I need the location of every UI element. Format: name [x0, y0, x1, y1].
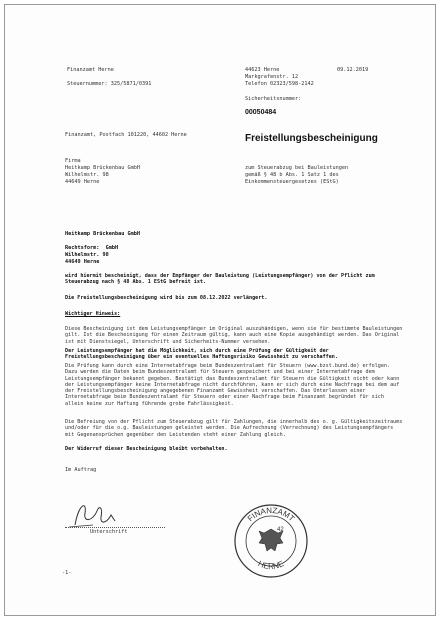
seal-number: 42 — [277, 527, 284, 533]
signature-line — [65, 527, 165, 528]
seal-bottom-text: HERNE — [256, 559, 286, 571]
legal-basis-line-3: Einkommensteuergesetzes (EStG) — [245, 179, 339, 185]
page-number: -1- — [62, 570, 72, 576]
sender-office: Finanzamt Herne — [67, 67, 114, 73]
security-number-label: Sicherheitsnummer: — [245, 96, 302, 102]
legal-basis-line-2: gemäß § 48 b Abs. 1 Satz 1 des — [245, 172, 339, 178]
letter-date: 09.12.2019 — [337, 67, 369, 73]
office-phone: Telefon 02323/598-2142 — [245, 81, 314, 87]
certificate-number: 00050484 — [245, 109, 277, 116]
notice-paragraph-2-bold: Der Leistungsempfänger hat die Möglichkeit, sich durch eine Prüfung der Gültigkeit der Freistellungsbescheinigung über ein eventuelles Haftungsrisiko Gewissheit zu verschaffen. — [65, 348, 338, 361]
on-behalf-label: Im Auftrag — [65, 467, 97, 473]
company-name: Heitkamp Brückenbau GmbH — [65, 231, 140, 237]
recipient-line-4: 44649 Herne — [65, 179, 100, 185]
extension-statement: Die Freistellungsbescheinigung wird bis zum 08.12.2022 verlängert. — [65, 295, 268, 301]
legal-form: Rechtsform: GmbH — [65, 245, 119, 251]
recipient-line-1: Firma — [65, 158, 81, 164]
recipient-line-3: Wilhelmstr. 98 — [65, 172, 109, 178]
company-city: 44649 Herne — [65, 259, 100, 265]
official-seal — [233, 503, 309, 583]
tax-number: Steuernummer: 325/5871/0391 — [67, 81, 152, 87]
notice-paragraph-2: Die Prüfung kann durch eine Internetabfrage beim Bundeszentralamt für Steuern (www.bzst.bund.de) erfolgen. Dazu werden die Daten beim Bundeszentralamt für Steuern gespeichert und bei einer Internetabfrage dem Leistungsempfänger bekannt gegeben. Bestätigt das Bundeszentralamt für Steuern die Gültigkeit nicht oder kann der Leistungsempfänger keine Internetabfrage nicht durchführen, kann er sich durch eine Nachfrage bei dem auf der Freistellungsbescheinigung angegebenen Finanzamt Gewissheit verschaffen. Das Unterlassen einer Internetabfrage beim Bundeszentralamt für Steuern oder einer Nachfrage beim Finanzamt begründet für sich allein keine zur Haftung führende grobe Fahrlässigkeit. — [65, 363, 400, 407]
notice-heading: Wichtiger Hinweis: — [65, 311, 121, 317]
recipient-line-2: Heitkamp Brückenbau GmbH — [65, 165, 140, 171]
notice-paragraph-1: Diese Bescheinigung ist dem Leistungsempfänger im Original auszuhändigen, wenn sie für bestimmte Bauleistungen gilt. Ist die Bescheinigung für einen Zeitraum gültig, kann auch eine Kopie ausgehändigt werden. Das Original ist mit Dienstsiegel, Unterschrift und Sicherheits-Nummer versehen. — [65, 326, 403, 345]
legal-basis-line-1: zum Steuerabzug bei Bauleistungen — [245, 165, 349, 171]
document-page — [4, 4, 436, 616]
document-title: Freistellungsbescheinigung — [245, 133, 378, 144]
signature-label: Unterschrift — [90, 529, 128, 535]
exemption-statement: wird hiermit bescheinigt, dass der Empfänger der Bauleistung (Leistungsempfänger) von der Pflicht zum Steuerabzug nach § 48 Abs. 1 EStG befreit ist. — [65, 273, 375, 286]
office-street: Markgrafenstr. 12 — [245, 74, 299, 80]
notice-paragraph-3: Die Befreiung von der Pflicht zum Steuerabzug gilt für Zahlungen, die innerhalb des o. g. Gültigkeitszeitraums und/oder für die o.g. Bauleistungen geleistet werden. Die Aufrechnung (Verrechnung) des Leistungsempfängers mit Gegenansprüchen gegenüber den Leistenden steht einer Zahlung gleich. — [65, 419, 403, 438]
office-zip-city: 44623 Herne — [245, 67, 280, 73]
seal-top-text: FINANZAMT — [245, 505, 297, 524]
return-address: Finanzamt, Postfach 101220, 44602 Herne — [65, 132, 187, 138]
company-street: Wilhelmstr. 98 — [65, 252, 109, 258]
revocation-note: Der Widerruf dieser Bescheinigung bleibt vorbehalten. — [65, 446, 228, 452]
